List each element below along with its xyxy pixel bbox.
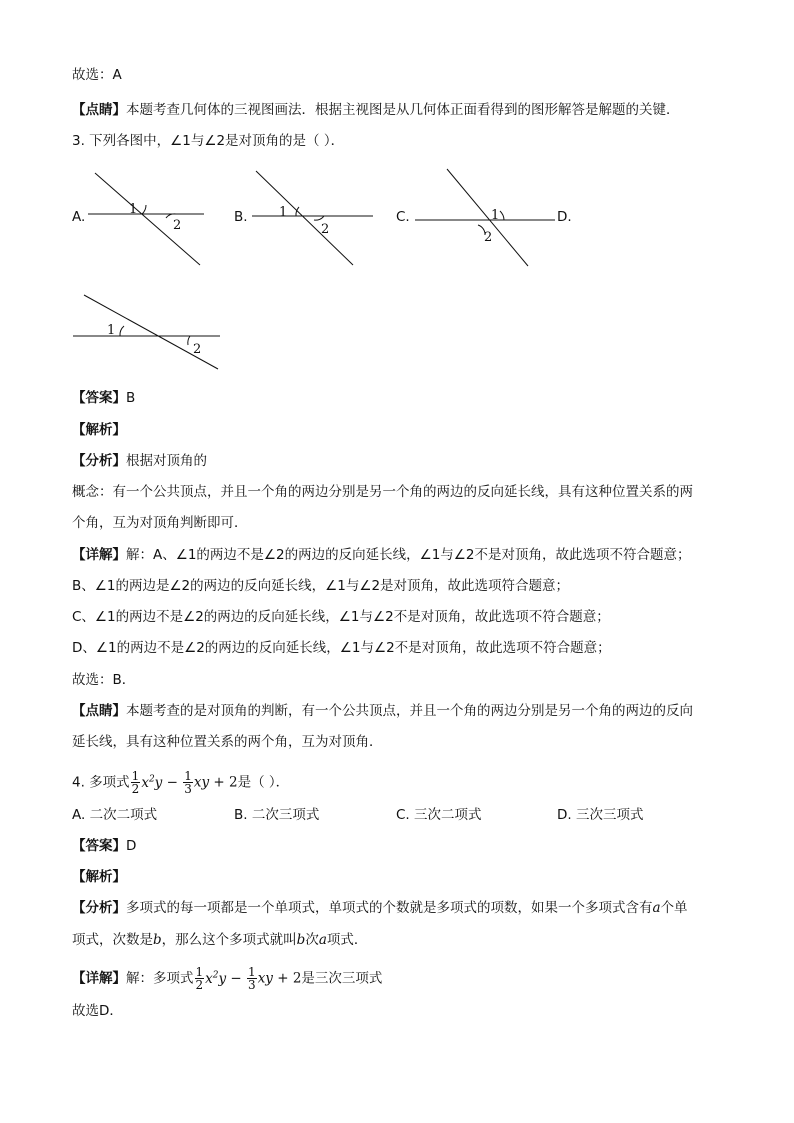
detail-a-text: 解：A、∠1的两边不是∠2的两边的反向延长线，∠1与∠2不是对顶角，故此选项不符合题意； — [126, 547, 691, 563]
detail-b: B、∠1的两边是∠2的两边的反向延长线，∠1与∠2是对顶角，故此选项符合题意； — [72, 578, 570, 594]
angle-2-label: 2 — [193, 342, 202, 357]
question-4: 4. 多项式 $\frac{1}{2}$ $x^2y$ − $\frac{1}{3}$ xy + 2是（ ）． — [72, 769, 290, 796]
q4-option-c: C. 三次二项式 — [396, 807, 482, 823]
question-3: 3. 下列各图中，∠1与∠2是对顶角的是（ ）． — [72, 133, 345, 149]
figure-label-c: C. — [396, 209, 410, 225]
angle-2-label: 2 — [484, 230, 493, 245]
angle-2-label: 2 — [173, 218, 182, 233]
comment-previous — [72, 101, 680, 119]
fraction-one-half: $\frac{1}{2}$ — [195, 965, 204, 992]
answer-tag: 【答案】 — [72, 838, 126, 854]
angle-1-label: 1 — [107, 323, 116, 338]
choice-b-line: 故选：B． — [72, 672, 136, 688]
detail-q4: 【详解】解：多项式 $\frac{1}{2}$ $x^2y$ − $\frac{1}{3}$ xy + 2是三次三项式 — [72, 965, 383, 992]
analysis-q4-line-2: 项式，次数是b，那么这个多项式就叫b次a项式． — [72, 932, 368, 948]
detail-c: C、∠1的两边不是∠2的两边的反向延长线，∠1与∠2不是对顶角，故此选项不符合题意； — [72, 609, 610, 625]
figure-option-c — [400, 165, 560, 275]
q4-option-b: B. 二次三项式 — [234, 807, 320, 823]
analysis-q4-line-1: 【分析】多项式的每一项都是一个单项式，单项式的个数就是多项式的项数，如果一个多项式含有a个单 — [72, 900, 688, 916]
analysis-heading: 【解析】 — [72, 422, 126, 438]
analysis-tag: 【分析】 — [72, 900, 126, 916]
figure-label-d: D. — [557, 209, 572, 225]
answer-value: B — [126, 390, 136, 406]
figure-option-d — [60, 285, 230, 380]
answer-q4 — [72, 837, 136, 855]
fraction-one-third: $\frac{1}{3}$ — [184, 769, 192, 796]
analysis-heading-q4: 【解析】 — [72, 869, 126, 885]
concept-line-2: 个角，互为对顶角判断即可． — [72, 515, 248, 531]
analysis-text: 根据对顶角的 — [126, 453, 207, 469]
fraction-one-third: $\frac{1}{3}$ — [248, 965, 256, 992]
answer-q3 — [72, 389, 135, 407]
angle-2-label: 2 — [321, 222, 330, 237]
angle-1-label: 1 — [491, 208, 500, 223]
term-x2y: $x^2y$ — [205, 970, 227, 987]
detail-d: D、∠1的两边不是∠2的两边的反向延长线，∠1与∠2不是对顶角，故此选项不符合题意； — [72, 640, 611, 656]
concept-line-1: 概念：有一个公共顶点，并且一个角的两边分别是另一个角的两边的反向延长线，具有这种位置关系的两 — [72, 484, 693, 500]
q4-prefix: 4. 多项式 — [72, 774, 130, 791]
choice-d-line: 故选D． — [72, 1003, 123, 1019]
angle-1-label: 1 — [129, 202, 138, 217]
analysis-tag: 【分析】 — [72, 453, 126, 469]
answer-tag: 【答案】 — [72, 390, 126, 406]
figure-label-a: A. — [72, 209, 86, 225]
detail-tag: 【详解】 — [72, 547, 126, 563]
figure-option-b — [230, 165, 400, 275]
detail-a — [72, 546, 691, 564]
comment-tag: 【点睛】 — [72, 102, 126, 118]
comment-tag: 【点睛】 — [72, 703, 126, 719]
term-xy: xy — [257, 970, 273, 987]
comment-text: 本题考查几何体的三视图画法．根据主视图是从几何体正面看得到的图形解答是解题的关键． — [126, 102, 680, 118]
q4-option-a: A. 二次二项式 — [72, 807, 158, 823]
answer-line-previous: 故选：A — [72, 67, 122, 83]
q4-suffix: 是（ ）． — [237, 774, 290, 791]
term-x2y: $x^2y$ — [141, 774, 163, 791]
q4-option-d: D. 三次三项式 — [557, 807, 644, 823]
detail-tag: 【详解】 — [72, 970, 126, 987]
term-xy: xy — [193, 774, 210, 791]
answer-value: D — [126, 838, 137, 854]
fraction-one-half: $\frac{1}{2}$ — [131, 769, 140, 796]
comment-q3-line-2: 延长线，具有这种位置关系的两个角，互为对顶角． — [72, 734, 383, 750]
comment-q3-line-1 — [72, 702, 693, 720]
analysis-q3 — [72, 452, 207, 470]
angle-1-label: 1 — [279, 205, 288, 220]
figure-option-a — [0, 165, 230, 275]
figure-label-b: B. — [234, 209, 248, 225]
comment-q3-text: 本题考查的是对顶角的判断，有一个公共顶点，并且一个角的两边分别是另一个角的两边的反向 — [126, 703, 693, 719]
